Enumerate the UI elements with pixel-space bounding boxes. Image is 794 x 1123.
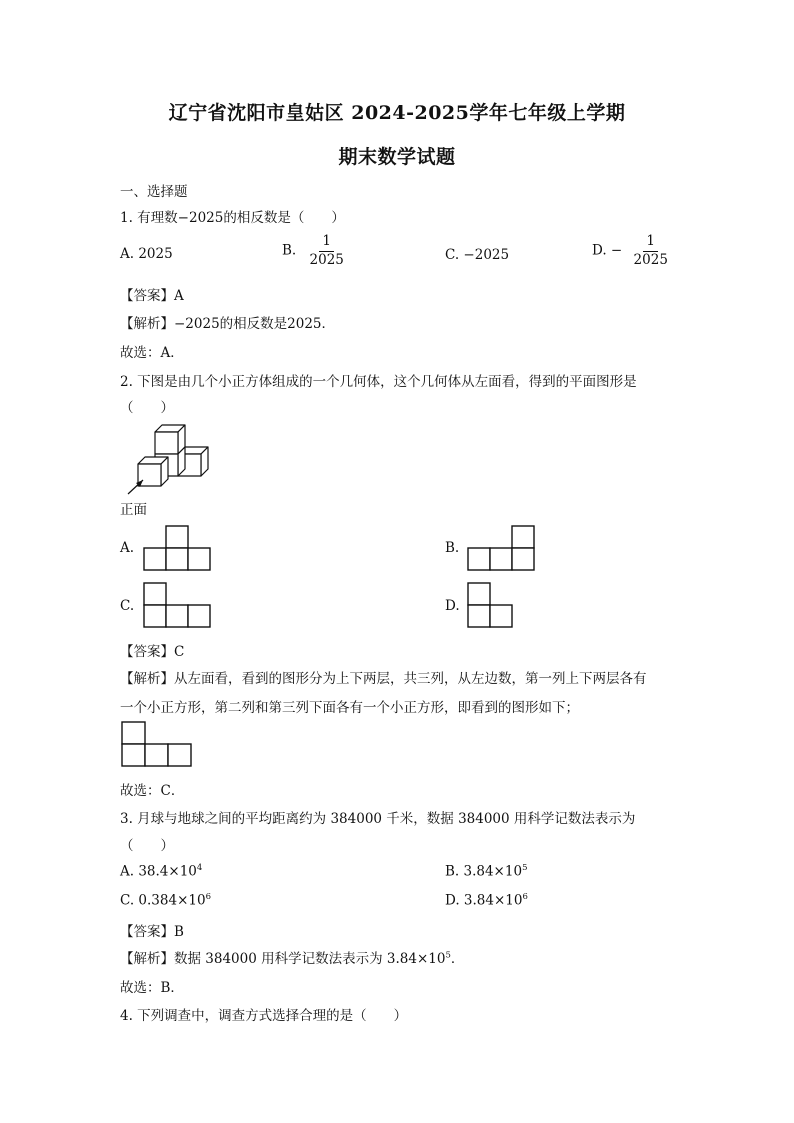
q3-option-c-exponent: 6: [205, 892, 211, 902]
q3-option-a-exponent: 4: [196, 863, 203, 873]
q3-option-a: [120, 863, 202, 880]
q3-option-c-base: C. 0.384×10: [120, 892, 206, 909]
q3-choose: 故选：B．: [120, 980, 184, 996]
q1-option-d-label: D. −: [592, 242, 623, 259]
q2-stem: 2. 下图是由几个小正方体组成的一个几何体，这个几何体从左面看，得到的平面图形是: [120, 374, 637, 390]
q1-option-d: [592, 234, 671, 268]
q3-answer: 【答案】B: [120, 924, 184, 940]
q2-option-d-figure: [467, 582, 517, 630]
q2-paren: （ ）: [120, 400, 174, 416]
q2-front-label: 正面: [120, 502, 147, 518]
q2-analysis-line1: 【解析】从左面看，看到的图形分为上下两层，共三列，从左边数，第一列上下两层各有: [120, 671, 647, 687]
q1-analysis: 【解析】−2025的相反数是2025．: [120, 316, 336, 332]
q3-option-b-exponent: 5: [522, 863, 528, 873]
q1-option-b: [282, 234, 347, 268]
q3-analysis-exponent: 5: [445, 950, 451, 961]
q3-option-d: [445, 892, 528, 909]
q1-option-b-denominator: 2025: [309, 251, 344, 268]
q3-analysis-base: 【解析】数据 384000 用科学记数法表示为 3.84×10: [120, 951, 446, 967]
q1-option-c: C. −2025: [445, 247, 510, 263]
q3-option-b: [445, 863, 527, 880]
q1-option-b-fraction: [307, 234, 347, 268]
q2-cube-figure: [118, 420, 218, 500]
q2-choose: 故选：C．: [120, 783, 185, 799]
q3-stem: 3. 月球与地球之间的平均距离约为 384000 千米，数据 384000 用科学记数法表示为: [120, 811, 636, 827]
q2-option-c-label: C.: [120, 598, 135, 614]
q3-option-a-base: A. 38.4×10: [120, 863, 197, 880]
q2-option-a-label: A.: [120, 540, 135, 556]
q2-analysis-figure: [121, 721, 193, 769]
q1-option-b-label: B.: [282, 242, 297, 259]
q2-analysis-line2: 一个小正方形，第二列和第三列下面各有一个小正方形，即看到的图形如下；: [120, 700, 579, 716]
q2-option-b-figure: [467, 525, 539, 573]
q3-analysis: [120, 947, 464, 967]
q3-option-b-base: B. 3.84×10: [445, 863, 523, 880]
doc-title-line2: 期末数学试题: [338, 146, 456, 168]
q2-option-c-figure: [143, 582, 215, 630]
section-heading: 一、选择题: [120, 184, 188, 200]
q1-option-d-numerator: 1: [643, 234, 658, 252]
q3-option-c: [120, 892, 211, 909]
q4-stem: 4. 下列调查中，调查方式选择合理的是（ ）: [120, 1008, 408, 1024]
q2-answer: 【答案】C: [120, 644, 185, 660]
q3-option-d-base: D. 3.84×10: [445, 892, 523, 909]
q2-option-a-figure: [143, 525, 215, 573]
q2-option-b-label: B.: [445, 540, 460, 556]
q3-option-d-exponent: 6: [522, 892, 528, 902]
doc-title-line1: 辽宁省沈阳市皇姑区 2024-2025学年七年级上学期: [168, 102, 626, 124]
q1-choose: 故选：A．: [120, 345, 184, 361]
q1-answer: 【答案】A: [120, 288, 184, 304]
q1-option-b-numerator: 1: [319, 234, 334, 252]
q3-analysis-end: ．: [450, 951, 465, 967]
q2-option-d-label: D.: [445, 598, 460, 614]
q3-paren: （ ）: [120, 838, 174, 854]
q1-option-a: A. 2025: [120, 246, 173, 262]
q1-option-d-fraction: [631, 234, 671, 268]
q1-option-d-denominator: 2025: [633, 251, 668, 268]
q1-stem: 1. 有理数−2025的相反数是（ ）: [120, 210, 345, 226]
